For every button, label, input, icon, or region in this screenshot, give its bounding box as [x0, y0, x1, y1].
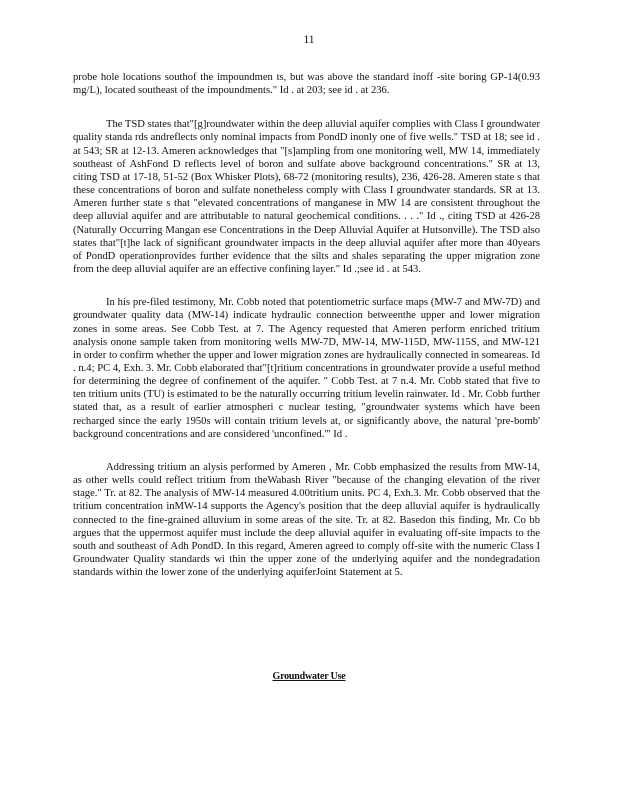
- body-text: [73, 71, 540, 599]
- paragraph-tritium-analysis: Addressing tritium an alysis performed by Ameren , Mr. Cobb emphasized the results from MW-14, as other wells could reflect tritium from theWabash River "because of the changing elevation of the river stage." Tr. at 82. The analysis of MW-14 measured 4.00tritium units. PC 4, Exh.3. Mr. Cobb observed that the tritium concentration inMW-14 supports the Agency's position that the deep alluvial aquifer is hydraulically connected to the fine-grained alluvium in some areas of the site. Tr. at 82. Basedon this finding, Mr. Co bb argues that the uppermost aquifer must include the deep alluvial aquifer in evaluating off-site impacts to the south and southeast of Adh PondD. In this regard, Ameren agreed to comply off-site with the numeric Class I Groundwater Quality standards wi thin the upper zone of the underlying aquifer and the nondegradation standards within the lower zone of the underlying aquiferJoint Statement at 5.: [73, 461, 540, 579]
- section-heading-text: Groundwater Use: [272, 671, 346, 682]
- paragraph-continuation: probe hole locations southof the impoundmen ts, but was above the standard inoff -site boring GP-14(0.93 mg/L), located southeast of the impoundments." Id . at 203; see id . at 236.: [73, 72, 540, 97]
- section-heading: [0, 671, 618, 682]
- paragraph-cobb-testimony: In his pre-filed testimony, Mr. Cobb noted that potentiometric surface maps (MW-7 and MW-7D) and groundwater quality data (MW-14) indicate hydraulic connection betweenthe upper and lower migration zones in some areas. See Cobb Test. at 7. The Agency requested that Ameren perform enriched tritium analysis onone sample taken from monitoring wells MW-7D, MW-14, MW-115D, MW-115S, and MW-121 in order to confirm whether the upper and lower migration zones are hydraulically connected in someareas. Id . n.4; PC 4, Exh. 3. Mr. Cobb elaborated that"[t]ritium concentrations in groundwater provide a useful method for determining the degree of confinement of the aquifer. " Cobb Test. at 7 n.4. Mr. Cobb stated that five to ten tritium units (TU) is estimated to be the naturally occurring tritium levelin rainwater. Id . Mr. Cobb further stated that, as a result of earlier atmospheri c nuclear testing, "groundwater systems which have been recharged since the early 1950s will contain tritium levels at, or significantly above, the natural 'pre-bomb' background concentrations and are considered 'unconfined.'" Id .: [73, 297, 540, 440]
- page-number: 11: [303, 34, 315, 46]
- paragraph-tsd-groundwater: The TSD states that"[g]roundwater within the deep alluvial aquifer complies with Class I groundwater quality standa rds andreflects only nominal impacts from PondD inonly one of five wells." TSD at 18; see id . at 543; SR at 12-13. Ameren acknowledges that "[s]ampling from one monitoring well, MW 14, immediately southeast of AshFond D reflects level of boron and sulfate above background concentrations." SR at 13, citing TSD at 17-18, 51-52 (Box Whisker Plots), 68-72 (monitoring results), 236, 426-28. Ameren state s that these concentrations of boron and sulfate nonetheless comply with Class I groundwater standards. SR at 13. Ameren further state s that "elevated concentrations of manganese in MW 14 are consistent throughout the deep alluvial aquifer and are attributable to natural geochemical conditions. . . ." Id ., citing TSD at 426-28 (Naturally Occurring Mangan ese Concentrations in the Deep Alluvial Aquifer at Hutsonville). The TSD also states that"[t]he lack of significant groundwater impacts in the deep alluvial aquifer after more than 40years of PondD operationprovides further evidence that the silts and shales separating the upper migration zone from the deep alluvial aquifer are an effective confining layer." Id .;see id . at 543.: [73, 119, 540, 276]
